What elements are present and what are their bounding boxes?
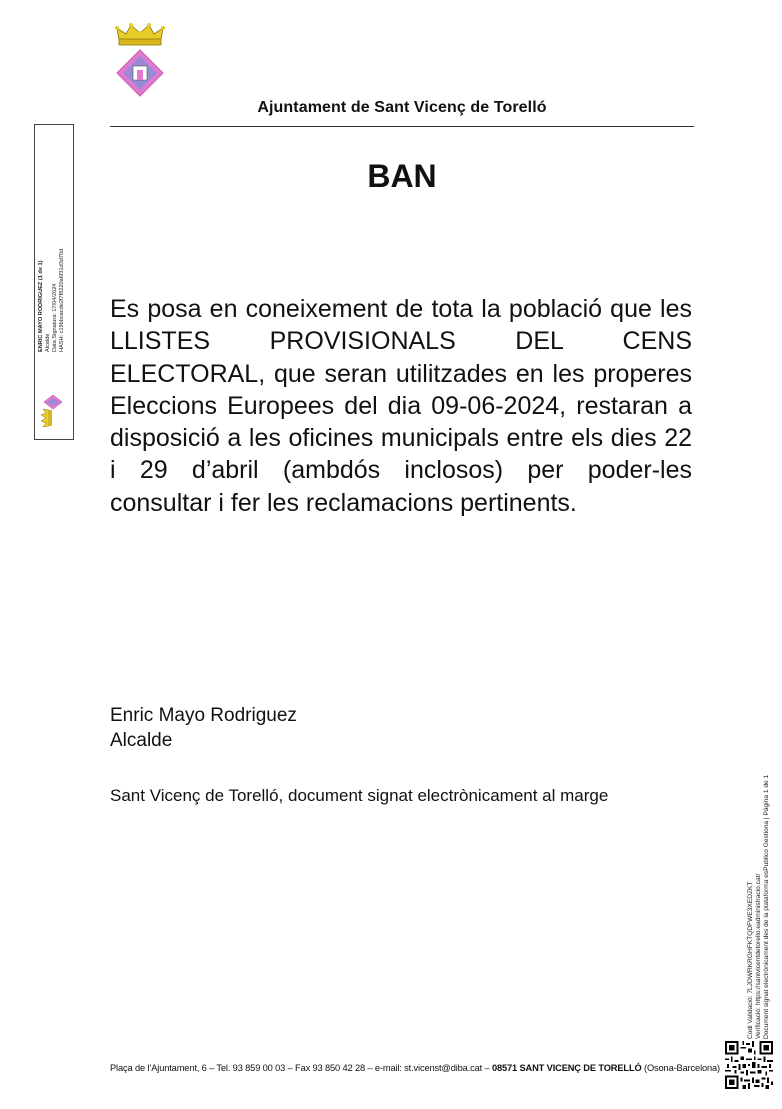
document-title: BAN — [367, 158, 437, 194]
announcement-body: Es posa en coneixement de tota la població que les LLISTES PROVISIONALS DEL CENS ELECTORAL, que seran utilitzades en les properes Eleccions Europees del dia 09-06-2024, restaran a disposició a les oficines municipals entre els dies 22 i 29 d’abril (ambdós inclosos) per poder-les consultar i fer les reclamacions pertinents. — [110, 295, 692, 517]
signature-note: Sant Vicenç de Torelló, document signat electrònicament al marge — [110, 786, 609, 805]
signature-stamp — [34, 124, 74, 440]
coat-of-arms-icon — [113, 22, 167, 100]
signer-role: Alcalde — [110, 730, 173, 751]
page-footer — [110, 1063, 720, 1073]
stamp-coat-of-arms-icon — [40, 394, 66, 428]
validation-block — [744, 703, 782, 1039]
header-divider — [110, 126, 694, 127]
stamp-hash: HASH: c19bbcacde2f7f8220a6f31d3d70d — [59, 248, 65, 352]
footer-address: Plaça de l’Ajuntament, 6 – Tel. 93 859 00 03 – Fax 93 850 42 28 – e-mail: st.vicenst@diba.cat – — [110, 1063, 490, 1073]
qr-code-icon — [725, 1041, 773, 1089]
municipality-name: Ajuntament de Sant Vicenç de Torelló — [257, 99, 547, 116]
footer-postal-code: 08571 SANT VICENÇ DE TORELLÓ — [491, 1063, 642, 1073]
validation-note: Document signat electrònicament des de la plataforma esPublico Gestiona | Pàgina 1 de 1 — [763, 774, 770, 1039]
signer-name: Enric Mayo Rodriguez — [110, 705, 297, 726]
validation-code: Codi Validació: 7LJDWRKRGHFKTQDFWE3XEDZKT — [747, 881, 754, 1039]
stamp-date: Data Signatura: 17/04/2024 — [52, 283, 58, 352]
stamp-role: Alcalde — [45, 333, 51, 352]
stamp-signer: ENRIC MAYO RODRIGUEZ (1 de 1) — [38, 260, 44, 352]
footer-region: (Osona-Barcelona) — [644, 1063, 720, 1073]
validation-url[interactable]: Verificació: https://santvicentdetorello.eadministracio.cat/ — [755, 873, 762, 1039]
